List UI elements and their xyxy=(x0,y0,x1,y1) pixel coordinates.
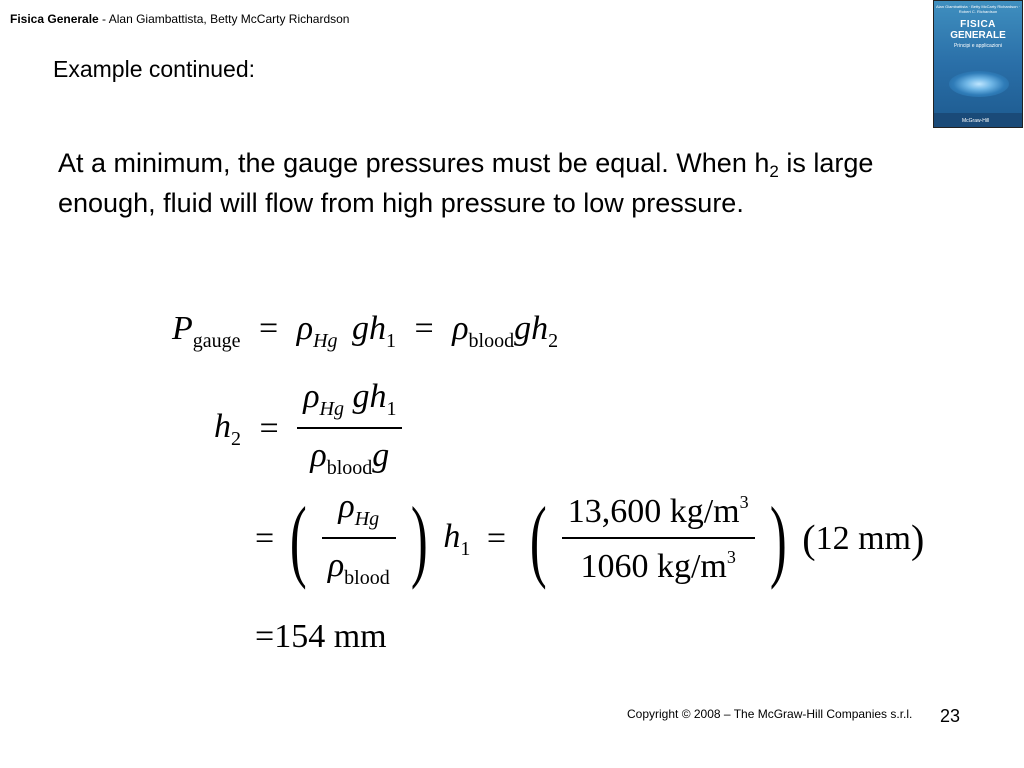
cover-title-line1: FISICA xyxy=(960,19,996,30)
copyright-notice: Copyright © 2008 – The McGraw-Hill Companies s.r.l. xyxy=(627,707,913,721)
slide-subtitle: Example continued: xyxy=(53,56,256,82)
cover-title-line2: GENERALE xyxy=(950,30,1006,41)
cover-authors: Alan Giambattista · Betty McCarty Richardson · Robert C. Richardson xyxy=(935,4,1021,14)
page-number: 23 xyxy=(940,706,961,726)
equation-gauge-pressure: $P_{gauge} = \rho_{Hg}$ $gh_1 = \rho_{blood}gh_2$ xyxy=(172,310,559,352)
book-authors: - Alan Giambattista, Betty McCarty Richardson xyxy=(98,12,350,26)
equation-substitution: = ( $\frac{\rho_{Hg}}{\rho_{blood}}$ ) $h_1$ = ( $\frac{13,600 kg/m^3}{1060 kg/m^3}$ ) (12 mm) xyxy=(255,488,925,590)
equation-result: =154 mm xyxy=(255,618,387,655)
book-cover-image xyxy=(933,0,1023,128)
cover-tagline: Principi e applicazioni xyxy=(953,43,1003,49)
equation-h2-fraction: $h_2$ = $\frac{\rho_{Hg} gh_1}{\rho_{blood}g}$ xyxy=(214,378,402,480)
cover-publisher: McGraw-Hill xyxy=(962,118,990,124)
book-title: Fisica Generale xyxy=(10,12,99,26)
slide-header xyxy=(10,12,349,26)
water-drop-icon xyxy=(949,71,1009,97)
body-paragraph: At a minimum, the gauge pressures must be equal. When $h_2$ is large enough, fluid will flow from high pressure to low pressure. xyxy=(58,148,874,218)
